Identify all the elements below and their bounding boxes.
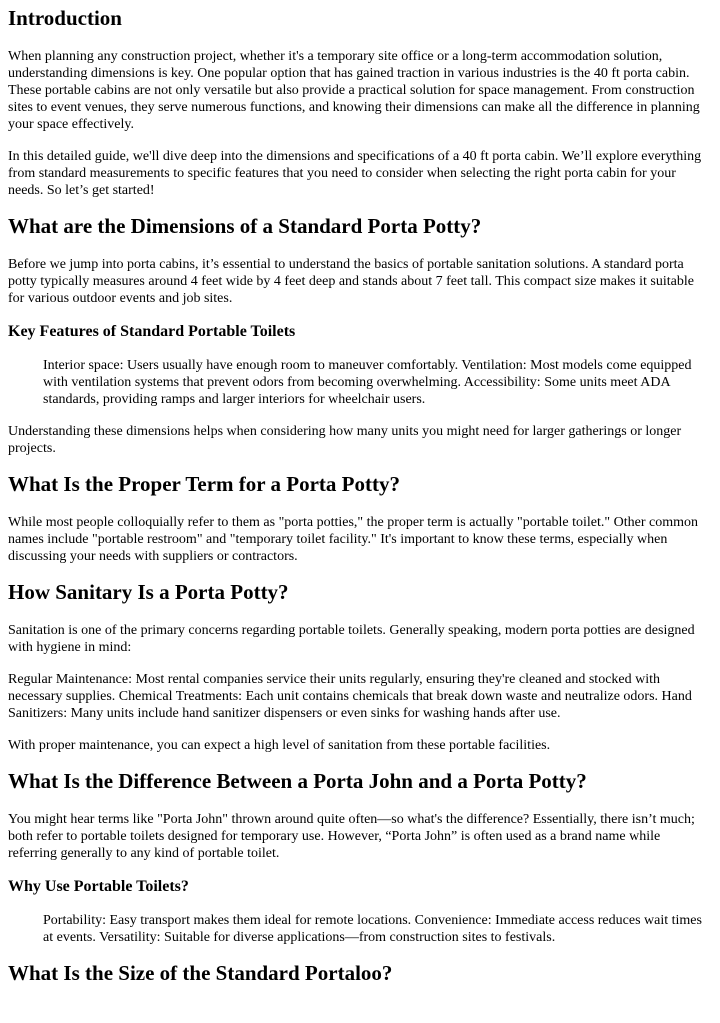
sanitary-paragraph-1: Sanitation is one of the primary concerns regarding portable toilets. Generally speaking, modern porta potties are designed with hygiene in mind: [8,623,695,655]
article [0,6,720,986]
term-paragraph-1: While most people colloquially refer to them as "porta potties," the proper term is actually "portable toilet." Other common names include "portable restroom" and "temporary toilet facility." It's important to know these terms, especially when discussing your needs with suppliers or contractors. [8,515,698,564]
why-use-quote: Portability: Easy transport makes them ideal for remote locations. Convenience: Immediate access reduces wait times at events. Versatility: Suitable for diverse applications—from construction sites to festivals. [43,913,702,945]
heading-proper-term: What Is the Proper Term for a Porta Potty? [8,472,400,496]
sanitary-paragraph-3: With proper maintenance, you can expect a high level of sanitation from these portable facilities. [8,738,551,753]
heading-dimensions: What are the Dimensions of a Standard Porta Potty? [8,214,482,238]
heading-sanitary: How Sanitary Is a Porta Potty? [8,580,289,604]
heading-introduction: Introduction [8,6,122,30]
key-features-quote: Interior space: Users usually have enough room to maneuver comfortably. Ventilation: Most models come equipped with ventilation systems that prevent odors from becoming overwhelming. Accessibility: Some units meet ADA standards, providing ramps and larger interiors for wheelchair users. [43,358,692,407]
heading-difference: What Is the Difference Between a Porta John and a Porta Potty? [8,769,587,793]
subheading-why-use: Why Use Portable Toilets? [8,878,189,895]
intro-paragraph-2: In this detailed guide, we'll dive deep into the dimensions and specifications of a 40 ft porta cabin. We’ll explore everything from standard measurements to specific features that you need to consider when selecting the right porta cabin for your needs. So let’s get started! [8,149,702,198]
sanitary-paragraph-2: Regular Maintenance: Most rental companies service their units regularly, ensuring they're cleaned and stocked with necessary supplies. Chemical Treatments: Each unit contains chemicals that break down waste and neutralize odors. Hand Sanitizers: Many units include hand sanitizer dispensers or even sinks for washing hands after use. [8,672,692,721]
intro-paragraph-1: When planning any construction project, whether it's a temporary site office or a long-term accommodation solution, understanding dimensions is key. One popular option that has gained traction in various industries is the 40 ft porta cabin. These portable cabins are not only versatile but also provide a practical solution for space management. From construction sites to event venues, they serve numerous functions, and knowing their dimensions can make all the difference in planning your space effectively. [8,49,700,132]
dimensions-paragraph-1: Before we jump into porta cabins, it’s essential to understand the basics of portable sanitation solutions. A standard porta potty typically measures around 4 feet wide by 4 feet deep and stands about 7 feet tall. This compact size makes it suitable for various outdoor events and job sites. [8,257,694,306]
dimensions-paragraph-2: Understanding these dimensions helps when considering how many units you might need for larger gatherings or longer projects. [8,424,682,456]
heading-portaloo-size: What Is the Size of the Standard Portaloo? [8,961,393,985]
difference-paragraph-1: You might hear terms like "Porta John" thrown around quite often—so what's the difference? Essentially, there isn’t much; both refer to portable toilets designed for temporary use. However, “Porta John” is often used as a brand name while referring generally to any kind of portable toilet. [8,812,695,861]
subheading-key-features: Key Features of Standard Portable Toilets [8,323,296,340]
